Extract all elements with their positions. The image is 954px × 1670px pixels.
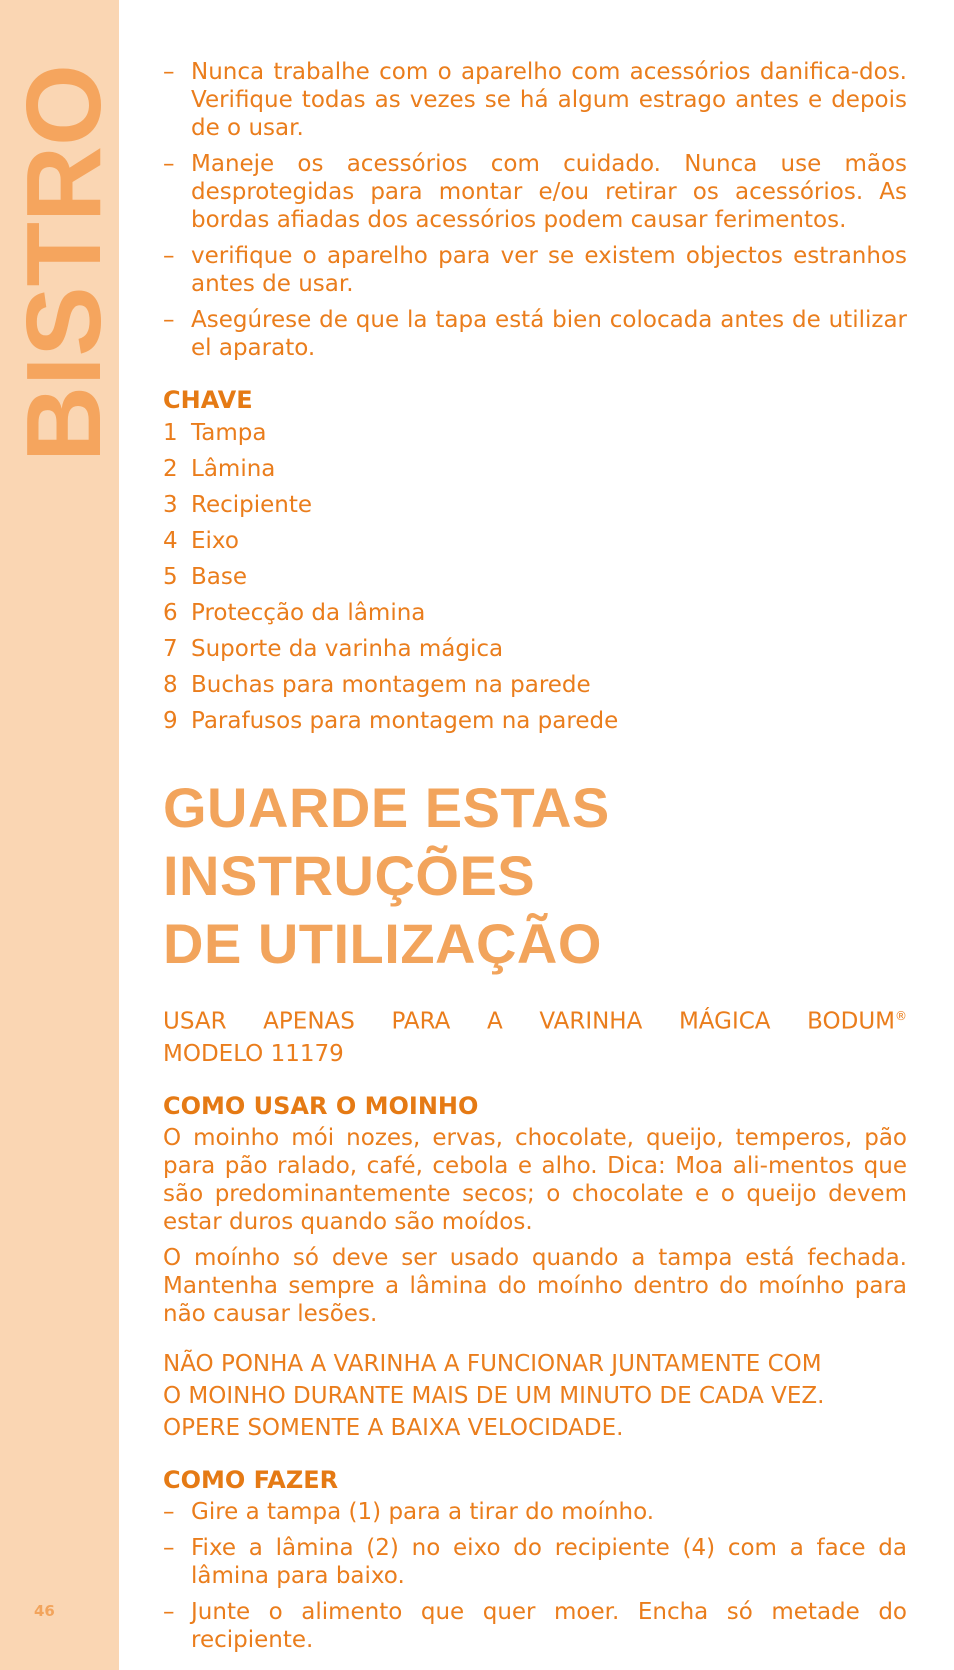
page-number: 46 [34,1602,55,1620]
list-item: – Asegúrese de que la tapa está bien colocada antes de utilizar el aparato. [163,307,907,361]
list-item: – Fixe a lâmina (2) no eixo do recipiente (4) com a face da lâmina para baixo. [163,1534,907,1589]
brand-logo-text: BISTRO [5,61,123,462]
list-item: 5 Base [163,564,248,590]
list-item: 1 Tampa [163,420,267,446]
list-item: 7 Suporte da varinha mágica [163,636,504,662]
list-item: 3 Recipiente [163,492,313,518]
chave-heading: CHAVE [163,386,253,414]
fazer-heading: COMO FAZER [163,1465,339,1494]
usage-note: USAR APENAS PARA A VARINHA MÁGICA BODUM® MODELO 11179 [163,1008,907,1067]
list-item: – verifique o aparelho para ver se existem objectos estranhos antes de usar. [163,243,907,297]
list-item: 4 Eixo [163,528,239,554]
list-item: 8 Buchas para montagem na parede [163,672,591,698]
fazer-steps [163,1498,907,1654]
list-item: 2 Lâmina [163,456,276,482]
moinho-heading: COMO USAR O MOINHO [163,1091,479,1120]
list-item: 6 Protecção da lâmina [163,600,426,626]
sidebar-band [0,0,123,1670]
list-item: – Nunca trabalhe com o aparelho com acessórios danifica-dos. Verifique todas as vezes se há algum estrago antes e depois de o usar. [163,59,907,141]
list-item: – Junte o alimento que quer moer. Encha só metade do recipiente. [163,1598,907,1653]
list-item: 9 Parafusos para montagem na parede [163,708,619,734]
list-item: – Maneje os acessórios com cuidado. Nunca use mãos desprotegidas para montar e/ou retirar os acessórios. As bordas afiadas dos acessórios podem causar ferimentos. [163,151,907,233]
moinho-paragraph-1: O moinho mói nozes, ervas, chocolate, queijo, temperos, pão para pão ralado, café, cebola e alho. Dica: Moa ali-mentos que são predominantemente secos; o chocolate e o queijo devem estar duros quando são moídos. [163,1124,907,1235]
moinho-warning: NÃO PONHA A VARINHA A FUNCIONAR JUNTAMENTE COM O MOINHO DURANTE MAIS DE UM MINUTO DE CADA VEZ. OPERE SOMENTE A BAIXA VELOCIDADE. [163,1350,825,1441]
page-content [163,58,907,1662]
page-title: GUARDE ESTAS INSTRUÇÕES DE UTILIZAÇÃO [163,776,610,975]
brand-logo [5,61,123,462]
moinho-paragraph-2: O moínho só deve ser usado quando a tampa está fechada. Mantenha sempre a lâmina do moínho dentro do moínho para não causar lesões. [163,1244,907,1327]
list-item: – Gire a tampa (1) para a tirar do moínho. [163,1498,655,1525]
warning-list [163,58,907,362]
chave-list [163,418,907,742]
